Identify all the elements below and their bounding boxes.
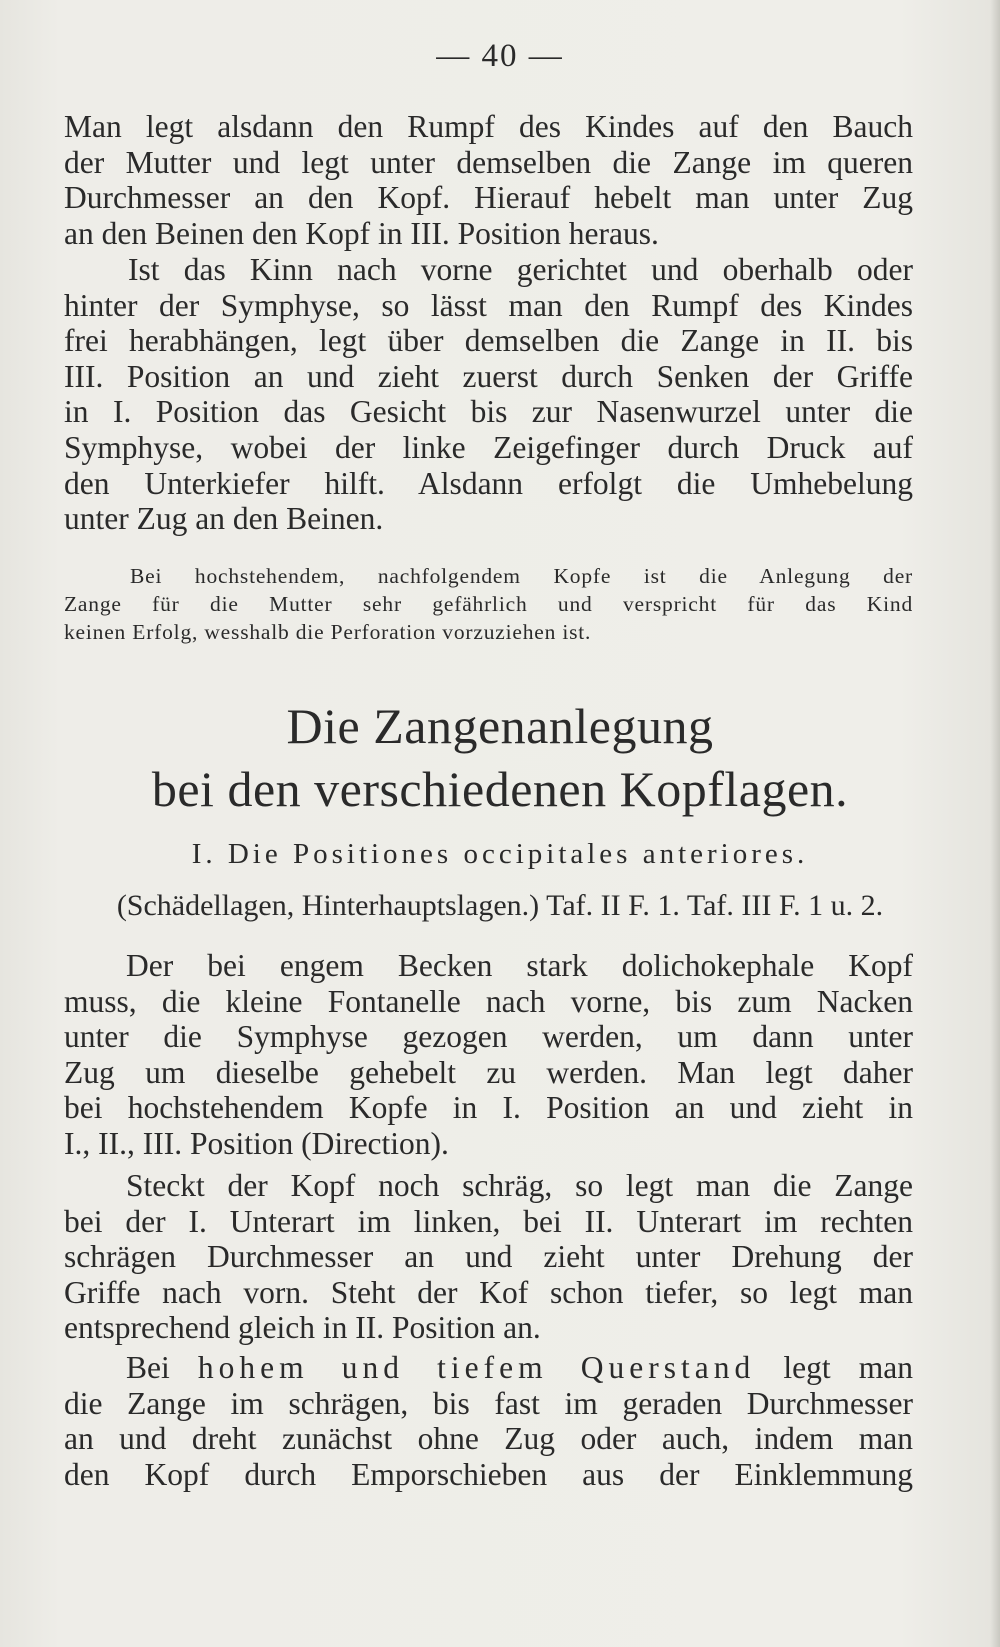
paragraph-4 [64, 1168, 913, 1346]
text-line: muss, die kleine Fontanelle nach vorne, bis zum Nacken [64, 983, 913, 1019]
text-line: der Mutter und legt unter demselben die Zange im queren [64, 144, 913, 180]
text-line: Man legt alsdann den Rumpf des Kindes auf den Bauch [64, 109, 913, 144]
page-edge-shadow [990, 0, 1000, 1647]
text-line: in I. Position das Gesicht bis zur Nasenwurzel unter die [64, 394, 913, 430]
text-line: bei hochstehendem Kopfe in I. Position an und zieht in [64, 1090, 913, 1126]
text-line: frei herabhängen, legt über demselben die Zange in II. bis [64, 323, 913, 359]
text-line: den Unterkiefer hilft. Alsdann erfolgt die Umhebelung [64, 465, 913, 501]
text-line: unter die Symphyse gezogen werden, um dann unter [64, 1019, 913, 1055]
plate-references: (Schädellagen, Hinterhauptslagen.) Taf. II F. 1. Taf. III F. 1 u. 2. [116, 889, 884, 922]
paragraph-2 [64, 252, 913, 537]
text-line: III. Position an und zieht zuerst durch Senken der Griffe [64, 358, 913, 394]
emphasized-phrase: hohem und tiefem Querstand [197, 1350, 756, 1385]
text-line: Ist das Kinn nach vorne gerichtet und oberhalb oder [128, 252, 913, 287]
text-line: bei der I. Unterart im linken, bei II. Unterart im rechten [64, 1203, 913, 1239]
paragraph-5 [64, 1350, 913, 1492]
text-line: Symphyse, wobei der linke Zeigefinger durch Druck auf [64, 429, 913, 465]
text-line: Steckt der Kopf noch schräg, so legt man die Zange [126, 1168, 913, 1203]
text-line: an und dreht zunächst ohne Zug oder auch, indem man [64, 1421, 913, 1457]
text-line: schrägen Durchmesser an und zieht unter Drehung der [64, 1239, 913, 1275]
footnote-paragraph [64, 562, 913, 646]
text-line: I., II., III. Position (Direction). [64, 1125, 449, 1161]
note-line: Zange für die Mutter sehr gefährlich und verspricht für das Kind [64, 592, 913, 616]
section-title-line-1: Die Zangenanlegung [286, 698, 714, 754]
text-segment: Bei [126, 1350, 170, 1385]
note-line: Bei hochstehendem, nachfolgendem Kopfe ist die Anlegung der [130, 564, 913, 588]
section-subtitle: I. Die Positiones occipitales anteriores. [191, 838, 809, 870]
text-segment: legt man [783, 1350, 914, 1385]
text-line: den Kopf durch Emporschieben aus der Einklemmung [64, 1456, 913, 1492]
text-line: hinter der Symphyse, so lässt man den Rumpf des Kindes [64, 287, 913, 323]
page-number: — 40 — [436, 38, 564, 74]
text-line-spaced [64, 1350, 913, 1386]
text-line: Griffe nach vorn. Steht der Kof schon tiefer, so legt man [64, 1274, 913, 1310]
paragraph-3 [64, 948, 913, 1162]
section-title-line-2: bei den verschiedenen Kopflagen. [151, 761, 849, 817]
text-line: unter Zug an den Beinen. [64, 501, 384, 537]
text-line: an den Beinen den Kopf in III. Position heraus. [64, 215, 659, 251]
paragraph-1 [64, 109, 913, 251]
text-line: Durchmesser an den Kopf. Hierauf hebelt man unter Zug [64, 180, 913, 216]
text-line: Der bei engem Becken stark dolichokephale Kopf [126, 948, 913, 983]
note-line: keinen Erfolg, wesshalb die Perforation vorzuziehen ist. [64, 620, 592, 644]
text-line: entsprechend gleich in II. Position an. [64, 1310, 541, 1346]
text-line: die Zange im schrägen, bis fast im geraden Durchmesser [64, 1385, 913, 1421]
text-line: Zug um dieselbe gehebelt zu werden. Man legt daher [64, 1054, 913, 1090]
